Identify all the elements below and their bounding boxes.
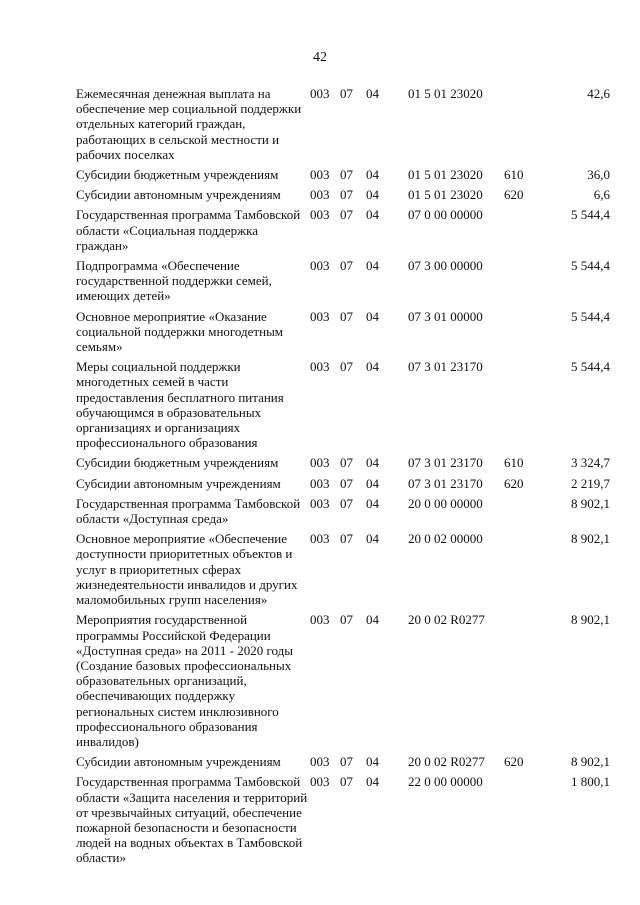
row-grbs-code: 003 [310, 359, 330, 375]
row-amount: 8 902,1 [571, 495, 610, 511]
row-section-code: 07 [340, 455, 353, 471]
table-row [76, 167, 610, 187]
row-name: Основное мероприятие «Оказание социальной поддержки многодетным семьям» [76, 308, 284, 355]
table-row [76, 496, 610, 531]
budget-table-body [76, 86, 610, 871]
row-subsection-code: 04 [366, 258, 379, 274]
row-subsection-code: 04 [366, 308, 379, 324]
row-grbs-code: 003 [310, 86, 330, 101]
row-grbs-code: 003 [310, 475, 330, 491]
row-name: Меры социальной поддержки многодетных семей в части предоставления бесплатного питания обучающимся в образовательных организациях и организациях профессионального образования [76, 359, 284, 451]
row-section-code: 07 [340, 495, 353, 511]
row-section-code: 07 [340, 475, 353, 491]
row-amount: 8 902,1 [571, 612, 610, 628]
row-amount: 1 800,1 [571, 774, 610, 790]
row-target-article: 07 0 00 00000 [408, 207, 483, 223]
row-target-article: 20 0 00 00000 [408, 495, 483, 511]
row-name: Ежемесячная денежная выплата на обеспечение мер социальной поддержки отдельных категорий граждан, работающих в сельской местности и рабочих поселках [76, 86, 302, 162]
row-subsection-code: 04 [366, 187, 379, 203]
row-name: Государственная программа Тамбовской области «Доступная среда» [76, 495, 301, 527]
row-section-code: 07 [340, 531, 353, 547]
row-expense-type: 610 [504, 167, 524, 183]
row-grbs-code: 003 [310, 455, 330, 471]
table-row [76, 455, 610, 475]
row-amount: 5 544,4 [571, 359, 610, 375]
row-expense-type [504, 612, 544, 754]
row-subsection-code: 04 [366, 359, 379, 375]
row-name: Государственная программа Тамбовской области «Защита населения и территорий от чрезвычайных ситуаций, обеспечение пожарной безопасности и безопасности людей на водных объектах в Тамбовской области» [76, 774, 308, 866]
row-grbs-code: 003 [310, 167, 330, 183]
row-grbs-code: 003 [310, 258, 330, 274]
row-name: Субсидии автономным учреждениям [76, 187, 281, 203]
table-row [76, 359, 610, 455]
table-row [76, 612, 610, 754]
row-grbs-code: 003 [310, 207, 330, 223]
row-expense-type: 620 [504, 754, 524, 770]
row-name: Субсидии бюджетным учреждениям [76, 167, 279, 183]
row-expense-type [504, 207, 544, 258]
row-amount: 5 544,4 [571, 207, 610, 223]
row-amount: 2 219,7 [571, 475, 610, 491]
row-target-article: 07 3 01 00000 [408, 308, 483, 324]
row-grbs-code: 003 [310, 187, 330, 203]
row-amount: 36,0 [587, 167, 610, 183]
table-row [76, 774, 610, 870]
row-expense-type: 620 [504, 475, 524, 491]
table-row [76, 754, 610, 774]
row-grbs-code: 003 [310, 308, 330, 324]
row-target-article: 07 3 01 23170 [408, 359, 483, 375]
page-number: 42 [313, 50, 327, 65]
row-target-article: 01 5 01 23020 [408, 187, 483, 203]
row-amount: 5 544,4 [571, 308, 610, 324]
row-expense-type: 620 [504, 187, 524, 203]
row-subsection-code: 04 [366, 774, 379, 790]
row-expense-type [504, 258, 544, 309]
row-expense-type [504, 496, 544, 531]
row-amount: 42,6 [587, 86, 610, 101]
row-subsection-code: 04 [366, 207, 379, 223]
row-target-article: 07 3 01 23170 [408, 455, 483, 471]
row-subsection-code: 04 [366, 167, 379, 183]
row-section-code: 07 [340, 207, 353, 223]
table-row [76, 258, 610, 309]
row-grbs-code: 003 [310, 531, 330, 547]
budget-table [76, 86, 610, 871]
row-section-code: 07 [340, 774, 353, 790]
row-grbs-code: 003 [310, 495, 330, 511]
row-name: Субсидии автономным учреждениям [76, 754, 281, 770]
row-grbs-code: 003 [310, 612, 330, 628]
row-name: Субсидии бюджетным учреждениям [76, 455, 279, 471]
row-subsection-code: 04 [366, 86, 379, 101]
row-expense-type: 610 [504, 455, 524, 471]
row-target-article: 20 0 02 R0277 [408, 612, 485, 628]
row-amount: 3 324,7 [571, 455, 610, 471]
table-row [76, 476, 610, 496]
row-subsection-code: 04 [366, 495, 379, 511]
row-subsection-code: 04 [366, 475, 379, 491]
row-amount: 8 902,1 [571, 531, 610, 547]
row-subsection-code: 04 [366, 455, 379, 471]
row-target-article: 22 0 00 00000 [408, 774, 483, 790]
row-expense-type [504, 86, 544, 167]
row-expense-type [504, 309, 544, 360]
row-target-article: 20 0 02 R0277 [408, 754, 485, 770]
row-expense-type [504, 359, 544, 455]
row-target-article: 01 5 01 23020 [408, 167, 483, 183]
row-target-article: 07 3 00 00000 [408, 258, 483, 274]
row-section-code: 07 [340, 612, 353, 628]
table-row [76, 86, 610, 167]
row-name: Подпрограмма «Обеспечение государственной поддержки семей, имеющих детей» [76, 258, 272, 304]
row-subsection-code: 04 [366, 754, 379, 770]
row-name: Мероприятия государственной программы Российской Федерации «Доступная среда» на 2011 - 2020 годы (Создание базовых профессиональных образовательных организаций, обеспечивающих поддержку региональных систем инклюзивного профессионального образования инвалидов) [76, 612, 293, 749]
row-target-article: 01 5 01 23020 [408, 86, 483, 101]
row-section-code: 07 [340, 258, 353, 274]
table-row [76, 309, 610, 360]
row-target-article: 07 3 01 23170 [408, 475, 483, 491]
row-subsection-code: 04 [366, 531, 379, 547]
row-name: Основное мероприятие «Обеспечение доступности приоритетных объектов и услуг в приоритетных сферах жизнедеятельности инвалидов и других маломобильных групп населения» [76, 531, 298, 608]
table-row [76, 531, 610, 612]
row-section-code: 07 [340, 308, 353, 324]
row-amount: 8 902,1 [571, 754, 610, 770]
row-section-code: 07 [340, 167, 353, 183]
row-grbs-code: 003 [310, 774, 330, 790]
table-row [76, 207, 610, 258]
row-section-code: 07 [340, 359, 353, 375]
row-expense-type [504, 774, 544, 870]
row-section-code: 07 [340, 187, 353, 203]
row-amount: 6,6 [593, 187, 610, 203]
row-name: Государственная программа Тамбовской области «Социальная поддержка граждан» [76, 207, 301, 253]
table-row [76, 187, 610, 207]
row-amount: 5 544,4 [571, 258, 610, 274]
row-subsection-code: 04 [366, 612, 379, 628]
row-name: Субсидии автономным учреждениям [76, 475, 281, 491]
row-section-code: 07 [340, 86, 353, 101]
row-grbs-code: 003 [310, 754, 330, 770]
row-target-article: 20 0 02 00000 [408, 531, 483, 547]
row-expense-type [504, 531, 544, 612]
row-section-code: 07 [340, 754, 353, 770]
